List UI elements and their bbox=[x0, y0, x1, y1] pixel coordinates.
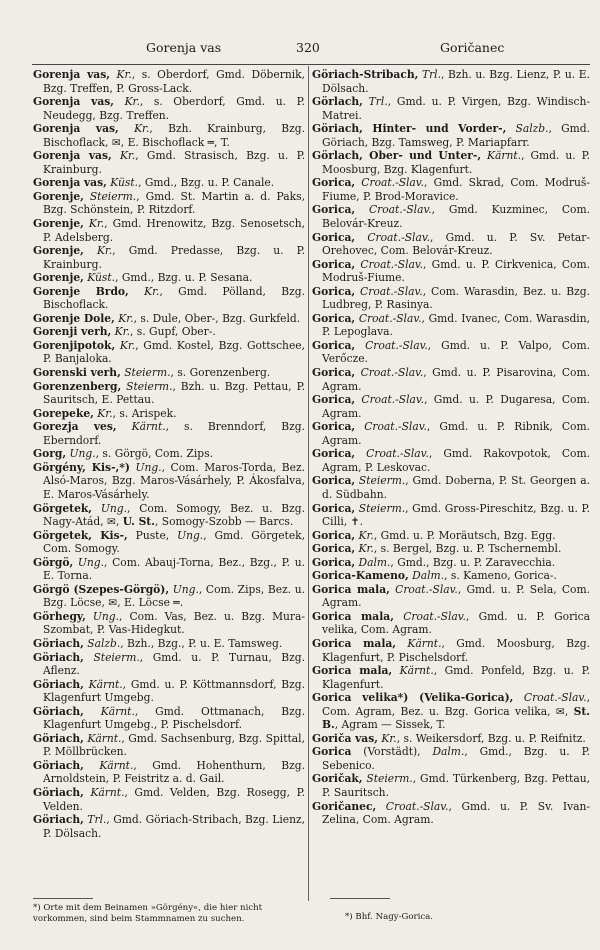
gazetteer-entry: Görgö (Szepes-Görgö), Ung., Com. Zips, Bez. u. Bzg. Löcse, ✉, E. Löcse ═. bbox=[33, 582, 306, 610]
footnote-rule-right bbox=[330, 898, 390, 899]
gazetteer-entry: Gorica mala, Croat.-Slav., Gmd. u. P. Sela, Com. Agram. bbox=[312, 582, 590, 610]
gazetteer-entry: Gorica velika*) (Velika-Gorica), Croat.-Slav., Com. Agram, Bez. u. Bzg. Gorica velika, ✉, St. B., Agram — Sissek, T. bbox=[312, 691, 590, 732]
gazetteer-entry: Göriach, Salzb., Bzh., Bzg., P. u. E. Tamsweg. bbox=[33, 636, 283, 650]
page-header bbox=[0, 40, 600, 60]
column-divider bbox=[308, 66, 309, 901]
left-column bbox=[33, 68, 305, 840]
gazetteer-entry: Gorenje, Küst., Gmd., Bzg. u. P. Sesana. bbox=[33, 271, 253, 285]
gazetteer-entry: Gorica, Kr., Gmd. u. P. Moräutsch, Bzg. Egg. bbox=[312, 528, 556, 542]
gazetteer-entry: Görhegy, Ung., Com. Vas, Bez. u. Bzg. Mura-Szombat, P. Vas-Hidegkut. bbox=[33, 609, 306, 637]
gazetteer-entry: Göriach, Kärnt., Gmd. u. P. Köttmannsdorf, Bzg. Klagenfurt Umgebg. bbox=[33, 677, 305, 705]
gazetteer-entry: Göriach, Kärnt., Gmd. Ottmanach, Bzg. Klagenfurt Umgebg., P. Pischelsdorf. bbox=[33, 704, 305, 732]
gazetteer-entry: Goričanec, Croat.-Slav., Gmd. u. P. Sv. Ivan-Zelina, Com. Agram. bbox=[312, 799, 591, 827]
gazetteer-entry: Görlach, Ober- und Unter-, Kärnt., Gmd. u. P. Moosburg, Bzg. Klagenfurt. bbox=[312, 149, 591, 176]
gazetteer-entry: Gorenja vas, Kr., s. Oberdorf, Gmd. Döbernik, Bzg. Treffen, P. Gross-Lack. bbox=[33, 68, 305, 95]
gazetteer-entry: Görlach, Trl., Gmd. u. P. Virgen, Bzg. Windisch-Matrei. bbox=[312, 95, 590, 122]
gazetteer-entry: Gorenja vas, Kr., s. Oberdorf, Gmd. u. P. Neudegg, Bzg. Treffen. bbox=[33, 95, 305, 122]
gazetteer-entry: Gorenja vas, Kr., Gmd. Strasisch, Bzg. u. P. Krainburg. bbox=[33, 149, 306, 176]
gazetteer-entry: Gorepeke, Kr., s. Arispek. bbox=[33, 406, 177, 420]
gazetteer-entry: Gorenjipotok, Kr., Gmd. Kostel, Bzg. Gottschee, P. Banjaloka. bbox=[33, 338, 305, 366]
gazetteer-entry: Gorica, Croat.-Slav., Gmd. Rakovpotok, Com. Agram, P. Leskovac. bbox=[312, 447, 590, 474]
gazetteer-entry: Gorezja ves, Kärnt., s. Brenndorf, Bzg. Eberndorf. bbox=[33, 420, 305, 447]
gazetteer-entry: Gorica, Croat.-Slav., Gmd. u. P. Cirkvenica, Com. Modruš-Fiume. bbox=[312, 257, 590, 285]
gazetteer-entry: Göriach-Stribach, Trl., Bzh. u. Bzg. Lienz, P. u. E. Dölsach. bbox=[312, 68, 590, 95]
gazetteer-entry: Gorica, Croat.-Slav., Gmd. u. P. Dugaresa, Com. Agram. bbox=[312, 393, 590, 420]
gazetteer-entry: Göriach, Hinter- und Vorder-, Salzb., Gmd. Göriach, Bzg. Tamsweg, P. Mariapfarr. bbox=[312, 122, 590, 149]
gazetteer-entry: Gorenje Brdo, Kr., Gmd. Pölland, Bzg. Bischoflack. bbox=[33, 284, 305, 312]
gazetteer-entry: Göriach, Kärnt., Gmd. Sachsenburg, Bzg. Spittal, P. Möllbrücken. bbox=[33, 731, 305, 759]
gazetteer-entry: Gorg, Ung., s. Görgö, Com. Zips. bbox=[33, 447, 213, 461]
gazetteer-entry: Gorica, Steierm., Gmd. Doberna, P. St. Georgen a. d. Südbahn. bbox=[312, 474, 590, 501]
gazetteer-entry: Gorica mala, Kärnt., Gmd. Moosburg, Bzg. Klagenfurt, P. Pischelsdorf. bbox=[312, 636, 591, 664]
gazetteer-entry: Goričak, Steierm., Gmd. Türkenberg, Bzg. Pettau, P. Sauritsch. bbox=[312, 772, 590, 799]
gazetteer-entry: Göriach, Kärnt., Gmd. Hohenthurn, Bzg. Arnoldstein, P. Feistritz a. d. Gail. bbox=[33, 758, 305, 786]
gazetteer-entry: Görgény, Kis-,*) Ung., Com. Maros-Torda, Bez. Alsó-Maros, Bzg. Maros-Vásárhely, P. Ákosfalva, E. Maros-Vásárhely. bbox=[33, 460, 306, 501]
gazetteer-entry: Gorica, Steierm., Gmd. Gross-Pireschitz, Bzg. u. P. Cilli, ✝. bbox=[312, 501, 590, 529]
gazetteer-entry: Gorenzenberg, Steierm., Bzh. u. Bzg. Pettau, P. Sauritsch, E. Pettau. bbox=[33, 379, 305, 407]
gazetteer-entry: Gorica, Croat.-Slav., Gmd. u. P. Ribnik, Com. Agram. bbox=[312, 420, 590, 447]
gazetteer-entry: Gorica, Croat.-Slav., Gmd. u. P. Pisarovina, Com. Agram. bbox=[312, 366, 590, 393]
gazetteer-entry: Gorica, Croat.-Slav., Gmd. Kuzminec, Com. Belovár-Kreuz. bbox=[312, 203, 590, 231]
right-column bbox=[312, 68, 590, 827]
gazetteer-entry: Gorenje, Steierm., Gmd. St. Martin a. d. Paks, Bzg. Schönstein, P. Ritzdorf. bbox=[33, 189, 305, 217]
gazetteer-entry: Görgetek, Ung., Com. Somogy, Bez. u. Bzg. Nagy-Atád, ✉, U. St., Somogy-Szobb — Barcs. bbox=[33, 501, 306, 529]
header-left-keyword: Gorenja vas bbox=[146, 40, 222, 55]
gazetteer-entry: Goriča vas, Kr., s. Weikersdorf, Bzg. u. P. Reifnitz. bbox=[312, 731, 586, 745]
gazetteer-entry: Görgetek, Kis-, Puste, Ung., Gmd. Görgetek, Com. Somogy. bbox=[33, 528, 306, 556]
gazetteer-entry: Gorenje, Kr., Gmd. Predasse, Bzg. u. P. Krainburg. bbox=[33, 244, 305, 271]
gazetteer-entry: Göriach, Kärnt., Gmd. Velden, Bzg. Rosegg, P. Velden. bbox=[33, 785, 305, 813]
gazetteer-entry: Gorica, Croat.-Slav., Gmd. Skrad, Com. Modruš-Fiume, P. Brod-Moravice. bbox=[312, 176, 590, 203]
gazetteer-entry: Gorenji verh, Kr., s. Gupf, Ober-. bbox=[33, 325, 216, 339]
gazetteer-entry: Göriach, Steierm., Gmd. u. P. Turnau, Bzg. Aflenz. bbox=[33, 650, 306, 678]
gazetteer-entry: Gorica mala, Kärnt., Gmd. Ponfeld, Bzg. u. P. Klagenfurt. bbox=[312, 664, 590, 691]
gazetteer-entry: Gorica mala, Croat.-Slav., Gmd. u. P. Gorica velika, Com. Agram. bbox=[312, 609, 590, 637]
footnote-right: *) Bhf. Nagy-Gorica. bbox=[345, 912, 434, 922]
header-right-keyword: Goričanec bbox=[440, 40, 505, 55]
gazetteer-entry: Görgö, Ung., Com. Abauj-Torna, Bez., Bzg., P. u. E. Torna. bbox=[33, 555, 305, 583]
gazetteer-entry: Gorenja vas, Küst., Gmd., Bzg. u. P. Canale. bbox=[33, 176, 275, 190]
gazetteer-entry: Göriach, Trl., Gmd. Göriach-Stribach, Bzg. Lienz, P. Dölsach. bbox=[33, 813, 305, 840]
footnote-left: *) Orte mit dem Beinamen »Görgény«, die hier nicht vorkommen, sind beim Stammnamen zu suchen. bbox=[33, 903, 263, 924]
gazetteer-entry: Gorica-Kameno, Dalm., s. Kameno, Gorica-. bbox=[312, 569, 557, 583]
gazetteer-entry: Gorenje, Kr., Gmd. Hrenowitz, Bzg. Senosetsch, P. Adelsberg. bbox=[33, 217, 305, 244]
gazetteer-entry: Gorenski verh, Steierm., s. Gorenzenberg. bbox=[33, 366, 271, 380]
gazetteer-entry: Gorica, Kr., s. Bergel, Bzg. u. P. Tschernembl. bbox=[312, 542, 562, 556]
header-rule bbox=[32, 64, 590, 65]
gazetteer-entry: Gorica, Croat.-Slav., Gmd. Ivanec, Com. Warasdin, P. Lepoglava. bbox=[312, 311, 590, 339]
gazetteer-entry: Gorica, Croat.-Slav., Com. Warasdin, Bez. u. Bzg. Ludbreg, P. Rasinya. bbox=[312, 284, 590, 312]
footnote-rule-left bbox=[33, 898, 93, 899]
gazetteer-entry: Gorica, Croat.-Slav., Gmd. u. P. Sv. Petar-Orehovec, Com. Belovár-Kreuz. bbox=[312, 230, 590, 258]
page-number: 320 bbox=[296, 40, 320, 55]
gazetteer-entry: Gorica, Dalm., Gmd., Bzg. u. P. Zaravecchia. bbox=[312, 555, 556, 569]
gazetteer-entry: Gorenje Dole, Kr., s. Dule, Ober-, Bzg. Gurkfeld. bbox=[33, 311, 301, 325]
gazetteer-entry: Gorenja vas, Kr., Bzh. Krainburg, Bzg. Bischoflack, ✉, E. Bischoflack ═, T. bbox=[33, 122, 306, 149]
gazetteer-entry: Gorica, Croat.-Slav., Gmd. u. P. Valpo, Com. Verőcze. bbox=[312, 338, 590, 366]
gazetteer-entry: Gorica (Vorstädt), Dalm., Gmd., Bzg. u. P. Sebenico. bbox=[312, 745, 590, 772]
